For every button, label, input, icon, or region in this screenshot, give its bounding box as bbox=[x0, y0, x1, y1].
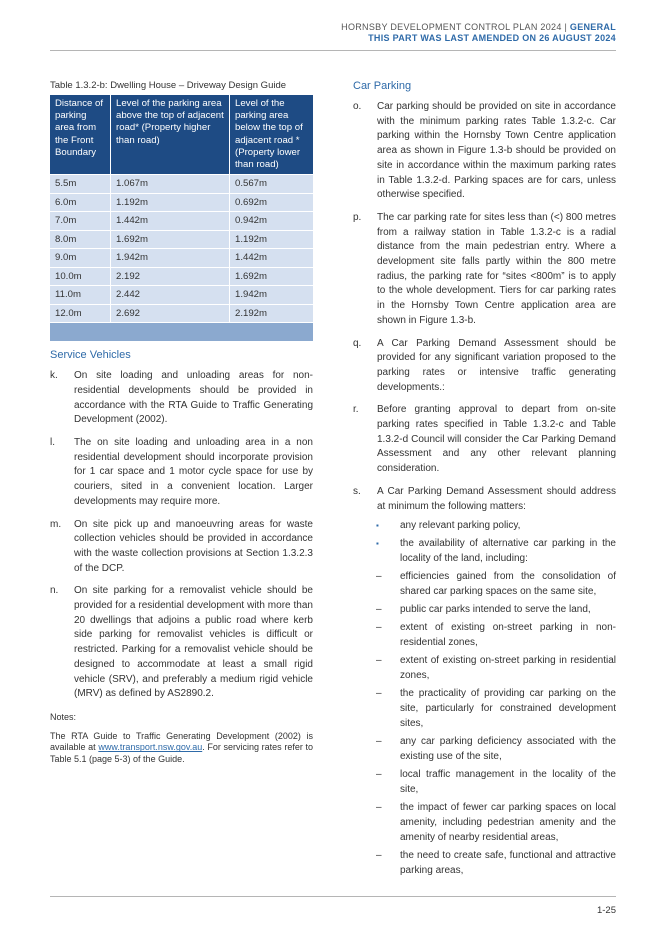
bullet-item bbox=[376, 518, 616, 533]
table-cell: 1.942m bbox=[111, 249, 230, 268]
table-cell: 2.192m bbox=[230, 304, 314, 322]
dash-marker: – bbox=[376, 655, 382, 667]
item-text: A Car Parking Demand Assessment should address at minimum the following matters: bbox=[377, 485, 616, 512]
notes-text bbox=[50, 731, 313, 766]
list-item bbox=[353, 100, 616, 203]
dash-text: local traffic management in the locality of the site, bbox=[400, 769, 616, 796]
table-cell: 9.0m bbox=[50, 249, 111, 268]
square-bullet-icon: ▪ bbox=[376, 539, 379, 549]
dash-item bbox=[376, 620, 616, 650]
table-cell: 0.942m bbox=[230, 212, 314, 231]
notes-label: Notes: bbox=[50, 711, 77, 722]
dash-text: the impact of fewer car parking spaces on local amenity, including pedestrian amenity and the amenity of nearby residential areas, bbox=[400, 802, 616, 844]
item-text: Before granting approval to depart from on-site parking rates specified in Table 1.3.2-c and Table 1.3.2-d Council will consider the Car Parking Demand Assessment and any other relevant planning consideration. bbox=[377, 404, 616, 475]
dash-text: extent of existing on-street parking in non-residential zones, bbox=[400, 622, 616, 649]
table-cell: 10.0m bbox=[50, 267, 111, 286]
plan-title: HORNSBY DEVELOPMENT CONTROL PLAN 2024 bbox=[341, 22, 562, 32]
dash-marker: – bbox=[376, 736, 382, 748]
item-letter: n. bbox=[50, 585, 59, 597]
dash-item bbox=[376, 686, 616, 731]
transport-website-link[interactable]: www.transport.nsw.gov.au bbox=[98, 742, 203, 753]
list-item bbox=[50, 518, 313, 577]
dash-marker: – bbox=[376, 604, 382, 616]
table-header-row bbox=[50, 95, 313, 175]
table-cell: 11.0m bbox=[50, 286, 111, 305]
dash-item bbox=[376, 800, 616, 845]
table-cell: 5.5m bbox=[50, 175, 111, 194]
table-row bbox=[50, 212, 313, 231]
amended-notice: THIS PART WAS LAST AMENDED ON 26 AUGUST 2024 bbox=[368, 33, 616, 43]
driveway-design-table bbox=[50, 95, 313, 322]
table-cell: 1.192m bbox=[230, 230, 314, 249]
list-item bbox=[353, 403, 616, 477]
item-text: The on site loading and unloading area in a non residential development should incorporate provision for 1 car space and 1 motor cycle space for use by couriers, sited in a convenient location. Larger developments may require more. bbox=[74, 437, 313, 507]
dash-marker: – bbox=[376, 850, 382, 862]
item-letter: o. bbox=[353, 101, 362, 112]
item-letter: m. bbox=[50, 518, 62, 530]
table-row bbox=[50, 267, 313, 286]
table-row bbox=[50, 193, 313, 212]
list-item bbox=[353, 485, 616, 514]
table-cell: 2.442 bbox=[111, 286, 230, 305]
item-letter: p. bbox=[353, 211, 362, 223]
table-cell: 1.192m bbox=[111, 193, 230, 212]
service-vehicles-heading: Service Vehicles bbox=[50, 349, 131, 362]
table-cell: 2.692 bbox=[111, 304, 230, 322]
notes-text-start: The RTA Guide to Traffic Generating Development (2002) is available at bbox=[50, 730, 313, 753]
table-caption: Table 1.3.2-b: Dwelling House – Driveway Design Guide bbox=[50, 80, 287, 91]
item-letter: k. bbox=[50, 370, 58, 382]
page-number: 1-25 bbox=[596, 905, 616, 916]
table-cell: 1.692m bbox=[111, 230, 230, 249]
table-cell: 6.0m bbox=[50, 193, 111, 212]
dash-text: public car parks intended to serve the land, bbox=[400, 604, 591, 616]
dash-text: extent of existing on-street parking in residential zones, bbox=[400, 655, 616, 682]
dash-marker: – bbox=[376, 571, 382, 583]
dash-item bbox=[376, 569, 616, 599]
bullet-text: the availability of alternative car parking in the locality of the land, including: bbox=[400, 538, 616, 565]
table-cell: 1.067m bbox=[111, 175, 230, 194]
item-text: Car parking should be provided on site in accordance with the minimum parking rates Table 1.3.2-c. Car parking within the Hornsby Town Centre application area as shown in Figure 1.3-b should be provided on site in accordance within the maximum parking rates in Table 1.3.2-d. Parking spaces are for cars, unless otherwise specified. bbox=[377, 101, 616, 201]
list-item bbox=[353, 211, 616, 329]
table-cell: 12.0m bbox=[50, 304, 111, 322]
table-cell: 1.442m bbox=[111, 212, 230, 231]
table-cell: 0.567m bbox=[230, 175, 314, 194]
dash-text: the need to create safe, functional and attractive parking areas, bbox=[400, 850, 616, 877]
column-header: Distance of parking area from the Front Boundary bbox=[50, 95, 111, 175]
dash-text: any car parking deficiency associated with the existing use of the site, bbox=[400, 736, 616, 763]
item-letter: q. bbox=[353, 337, 362, 349]
header-divider bbox=[50, 50, 616, 51]
table-row bbox=[50, 175, 313, 194]
table-cell: 1.692m bbox=[230, 267, 314, 286]
table-footer-band bbox=[50, 322, 313, 341]
dash-item bbox=[376, 848, 616, 878]
item-letter: l. bbox=[50, 437, 55, 449]
dash-marker: – bbox=[376, 688, 382, 700]
dash-item bbox=[376, 602, 616, 617]
table-cell: 2.192 bbox=[111, 267, 230, 286]
table-cell: 1.942m bbox=[230, 286, 314, 305]
list-item bbox=[50, 436, 313, 510]
table-row bbox=[50, 230, 313, 249]
list-item bbox=[353, 337, 616, 396]
table-cell: 0.692m bbox=[230, 193, 314, 212]
dash-marker: – bbox=[376, 622, 382, 634]
list-item bbox=[50, 369, 313, 428]
table-row bbox=[50, 286, 313, 305]
car-parking-heading: Car Parking bbox=[353, 80, 412, 92]
dash-text: efficiencies gained from the consolidation of shared car parking spaces on the same site, bbox=[400, 571, 616, 598]
right-column bbox=[353, 80, 616, 881]
item-letter: r. bbox=[353, 404, 359, 416]
column-header: Level of the parking area above the top of adjacent road* (Property higher than road) bbox=[111, 95, 230, 175]
item-text: On site parking for a removalist vehicle should be provided for a residential development with more than 20 dwellings that adjoins a public road where kerb side parking for removalist vehicles is difficult or restricted. Parking for a removalist vehicle should be designed to accommodate at least a small rigid vehicle (SRV), and preferably a medium rigid vehicle (MRV) as defined by AS2890.2. bbox=[74, 585, 313, 700]
item-text: A Car Parking Demand Assessment should be provided for any significant variation proposed to the parking rates or intensive traffic generating developments.: bbox=[377, 337, 616, 393]
bullet-text: any relevant parking policy, bbox=[400, 520, 521, 532]
table-cell: 7.0m bbox=[50, 212, 111, 231]
dash-item bbox=[376, 767, 616, 797]
dash-marker: – bbox=[376, 802, 382, 814]
square-bullet-icon: ▪ bbox=[376, 521, 379, 531]
bullet-item bbox=[376, 536, 616, 566]
item-letter: s. bbox=[353, 485, 361, 497]
left-column bbox=[50, 80, 313, 774]
header-separator: | bbox=[561, 22, 570, 32]
item-text: On site pick up and manoeuvring areas for waste collection vehicles should be provided in accordance with the waste collection provisions at Section 1.3.2.3 of the DCP. bbox=[74, 518, 313, 574]
dash-text: the practicality of providing car parking on the site, particularly for constrained development sites, bbox=[400, 688, 616, 730]
footer-divider bbox=[50, 896, 616, 897]
item-text: On site loading and unloading areas for non-residential developments should be provided in accordance with the RTA Guide to Traffic Generating Development (2002). bbox=[74, 370, 313, 426]
table-cell: 1.442m bbox=[230, 249, 314, 268]
list-item bbox=[50, 584, 313, 702]
table-row bbox=[50, 249, 313, 268]
table-row bbox=[50, 304, 313, 322]
item-text: The car parking rate for sites less than (<) 800 metres from a railway station in Table 1.3.2-c is a radial distance from the main pedestrian entry. Where a development site falls partly within the 800 metre radius, the parking rate for “sites <800m” is to apply to the whole development. Tiers for car parking rates in the Hornsby Town Centre application area are shown in Figure 1.3-b. bbox=[377, 211, 616, 326]
notes-text-end: . For servicing rates refer to Table 5.1 (page 5-3) of the Guide. bbox=[50, 742, 313, 764]
column-header: Level of the parking area below the top of adjacent road * (Property lower than road) bbox=[230, 95, 314, 175]
page-header bbox=[341, 22, 616, 44]
table-cell: 8.0m bbox=[50, 230, 111, 249]
dash-item bbox=[376, 653, 616, 683]
dash-marker: – bbox=[376, 769, 382, 781]
section-name: GENERAL bbox=[569, 22, 616, 32]
dash-item bbox=[376, 734, 616, 764]
